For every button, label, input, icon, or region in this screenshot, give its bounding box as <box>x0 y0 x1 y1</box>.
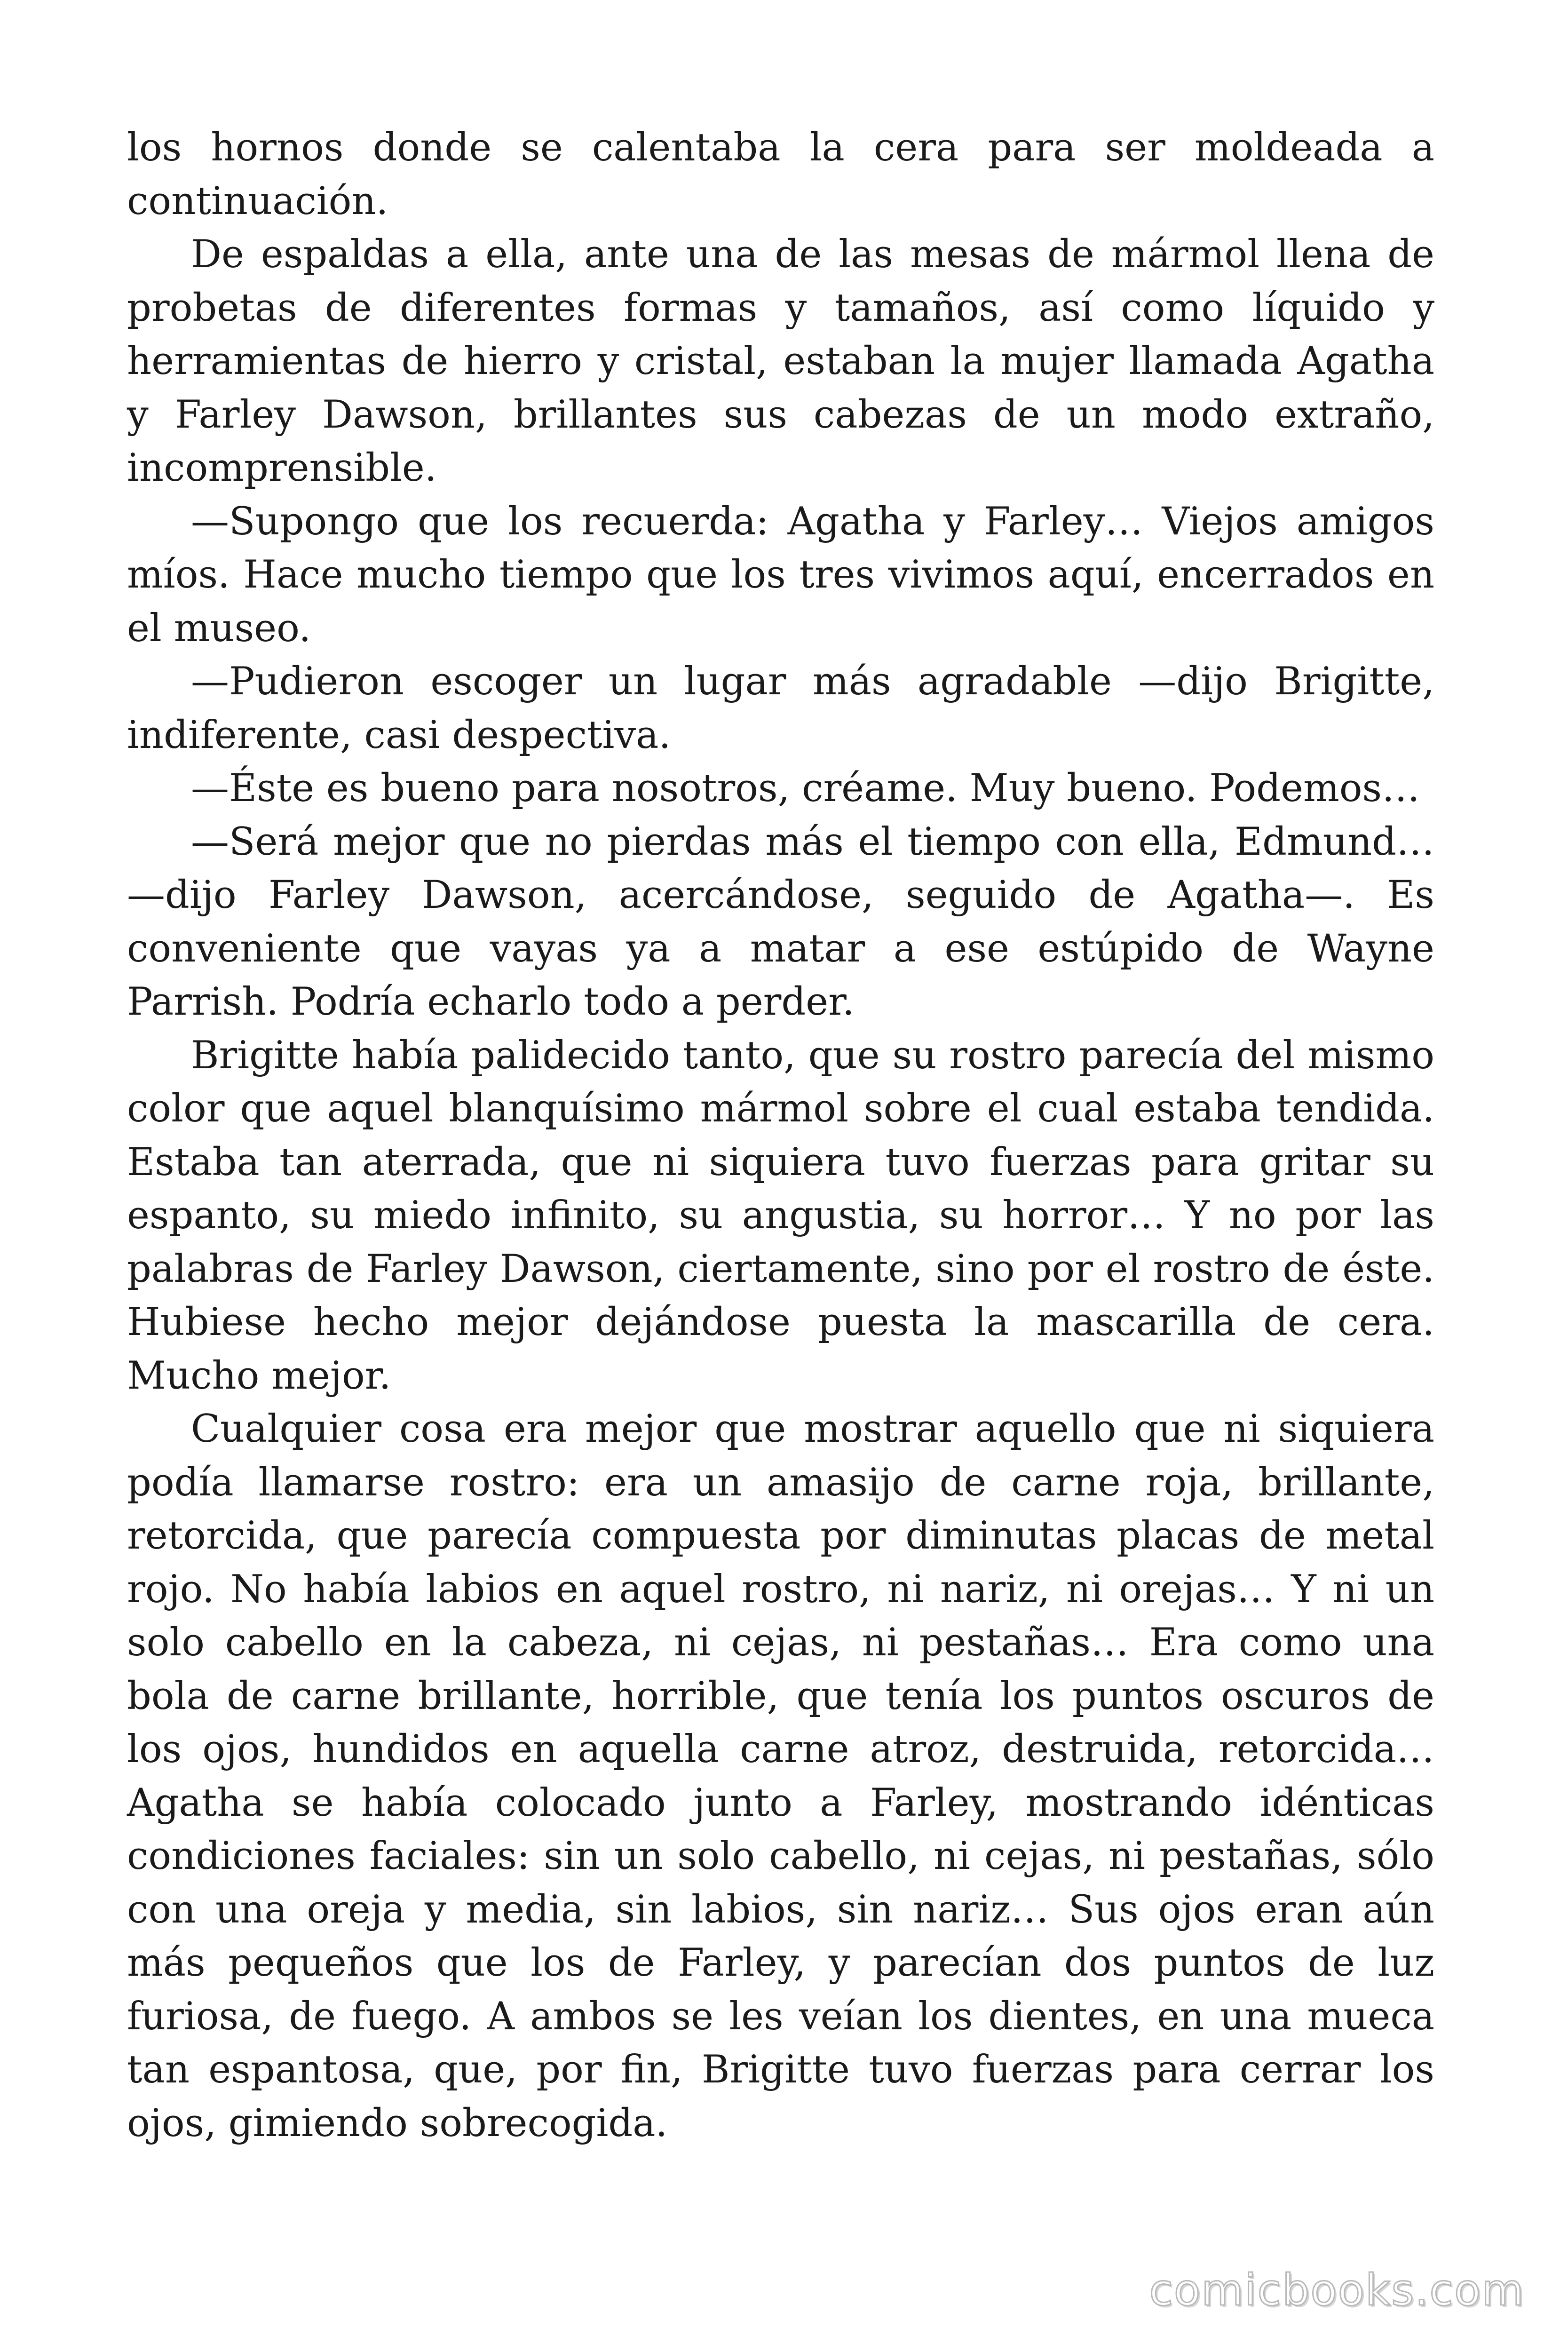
paragraph: —Pudieron escoger un lugar más agradable —dijo Brigitte, indiferente, casi despectiva. <box>127 660 1434 757</box>
paragraph: De espaldas a ella, ante una de las mesas de mármol llena de probetas de diferentes formas y tamaños, así como líquido y herramientas de hierro y cristal, estaban la mujer llamada Agatha y Farley Dawson, brillantes sus cabezas de un modo extraño, incomprensible. <box>127 232 1434 490</box>
paragraph: Brigitte había palidecido tanto, que su rostro parecía del mismo color que aquel blanquísimo mármol sobre el cual estaba tendida. Estaba tan aterrada, que ni siquiera tuvo fuerzas para gritar su espanto, su miedo infinito, su angustia, su horror… Y no por las palabras de Farley Dawson, ciertamente, sino por el rostro de éste. Hubiese hecho mejor dejándose puesta la mascarilla de cera. Mucho mejor. <box>127 1033 1434 1398</box>
watermark: comicbooks.com <box>1149 2265 1525 2315</box>
paragraph: —Éste es bueno para nosotros, créame. Muy bueno. Podemos… <box>191 766 1420 810</box>
paragraph: —Será mejor que no pierdas más el tiempo con ella, Edmund… —dijo Farley Dawson, acercándose, seguido de Agatha—. Es conveniente que vayas ya a matar a ese estúpido de Wayne Parrish. Podría echarlo todo a perder. <box>127 819 1434 1024</box>
paragraph-continuation: los hornos donde se calentaba la cera para ser moldeada a continuación. <box>127 126 1434 223</box>
paragraph: —Supongo que los recuerda: Agatha y Farley… Viejos amigos míos. Hace mucho tiempo que los tres vivimos aquí, encerrados en el museo. <box>127 499 1434 651</box>
paragraph: Cualquier cosa era mejor que mostrar aquello que ni siquiera podía llamarse rostro: era un amasijo de carne roja, brillante, retorcida, que parecía compuesta por diminutas placas de metal rojo. No había labios en aquel rostro, ni nariz, ni orejas… Y ni un solo cabello en la cabeza, ni cejas, ni pestañas… Era como una bola de carne brillante, horrible, que tenía los puntos oscuros de los ojos, hundidos en aquella carne atroz, destruida, retorcida… Agatha se había colocado junto a Farley, mostrando idénticas condiciones faciales: sin un solo cabello, ni cejas, ni pestañas, sólo con una oreja y media, sin labios, sin nariz… Sus ojos eran aún más pequeños que los de Farley, y parecían dos puntos de luz furiosa, de fuego. A ambos se les veían los dientes, en una mueca tan espantosa, que, por fin, Brigitte tuvo fuerzas para cerrar los ojos, gimiendo sobrecogida. <box>127 1407 1434 2145</box>
page-body-text <box>127 121 1434 2150</box>
